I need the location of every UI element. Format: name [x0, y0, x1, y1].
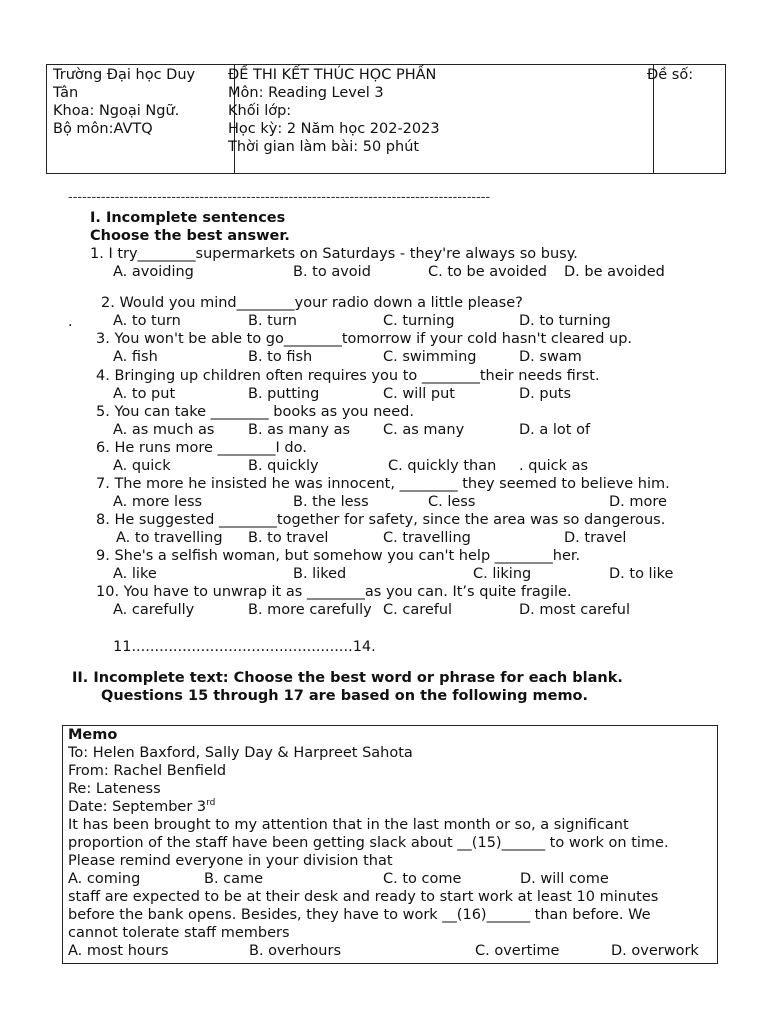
memo-paragraph-line: before the bank opens. Besides, they have to work __(16)______ than before. We	[68, 907, 651, 923]
question-7-option-c[interactable]: C. less	[428, 494, 476, 510]
section2-title: II. Incomplete text: Choose the best word or phrase for each blank.	[72, 670, 623, 686]
question-3-stem: 3. You won't be able to go________tomorrow if your cold hasn't cleared up.	[96, 331, 633, 347]
question-5-stem: 5. You can take ________ books as you need.	[96, 404, 414, 420]
school-info-cell	[47, 65, 235, 173]
question-5-option-a[interactable]: A. as much as	[113, 422, 215, 438]
question-4-option-c[interactable]: C. will put	[383, 386, 455, 402]
q16-option-d[interactable]: D. overwork	[611, 943, 699, 959]
question-4-option-a[interactable]: A. to put	[113, 386, 176, 402]
q15-option-a[interactable]: A. coming	[68, 871, 141, 887]
question-1-stem: 1. I try________supermarkets on Saturdays - they're always so busy.	[90, 246, 578, 262]
question-9-option-c[interactable]: C. liking	[473, 566, 532, 582]
question-9-option-d[interactable]: D. to like	[609, 566, 674, 582]
question-10-option-c[interactable]: C. careful	[383, 602, 453, 618]
memo-paragraph-line: It has been brought to my attention that in the last month or so, a significant	[68, 817, 629, 833]
question-2-option-b[interactable]: B. turn	[248, 313, 297, 329]
question-10-option-a[interactable]: A. carefully	[113, 602, 195, 618]
question-9-stem: 9. She's a selfish woman, but somehow you can't help ________her.	[96, 548, 581, 564]
question-1-option-b[interactable]: B. to avoid	[293, 264, 371, 280]
section1-title: I. Incomplete sentences	[90, 210, 286, 226]
question-3-option-d[interactable]: D. swam	[519, 349, 582, 365]
question-5-option-d[interactable]: D. a lot of	[519, 422, 591, 438]
question-6-option-b[interactable]: B. quickly	[248, 458, 319, 474]
question-6-option-c[interactable]: C. quickly than	[388, 458, 497, 474]
question-5-option-b[interactable]: B. as many as	[248, 422, 351, 438]
question-4-stem: 4. Bringing up children often requires you to ________their needs first.	[96, 368, 600, 384]
memo-paragraph-line: cannot tolerate staff members	[68, 925, 290, 941]
exam-header-table	[46, 64, 726, 174]
question-8-option-b[interactable]: B. to travel	[248, 530, 329, 546]
q15-option-b[interactable]: B. came	[204, 871, 264, 887]
question-10-stem: 10. You have to unwrap it as ________as you can. It’s quite fragile.	[96, 584, 572, 600]
question-6-option-d[interactable]: . quick as	[519, 458, 589, 474]
q16-option-c[interactable]: C. overtime	[475, 943, 560, 959]
exam-code: Đề số:	[647, 67, 694, 83]
question-7-option-b[interactable]: B. the less	[293, 494, 369, 510]
q16-option-a[interactable]: A. most hours	[68, 943, 169, 959]
question-2-option-a[interactable]: A. to turn	[113, 313, 181, 329]
memo-re: Re: Lateness	[68, 781, 161, 797]
question-9-option-a[interactable]: A. like	[113, 566, 157, 582]
memo-date-suffix: rd	[206, 798, 216, 809]
question-5-option-c[interactable]: C. as many	[383, 422, 465, 438]
question-8-option-a[interactable]: A. to travelling	[116, 530, 223, 546]
question-3-option-a[interactable]: A. fish	[113, 349, 158, 365]
school-name-line1: Trường Đại học Duy	[53, 67, 196, 83]
question-4-option-b[interactable]: B. putting	[248, 386, 320, 402]
question-7-option-d[interactable]: D. more	[609, 494, 667, 510]
memo-date	[68, 798, 215, 816]
grade: Khối lớp:	[228, 103, 292, 119]
memo-paragraph-line: staff are expected to be at their desk and ready to start work at least 10 minutes	[68, 889, 659, 905]
memo-heading: Memo	[68, 727, 118, 743]
memo-from: From: Rachel Benfield	[68, 763, 227, 779]
section2-subtitle: Questions 15 through 17 are based on the following memo.	[101, 688, 589, 704]
question-8-option-d[interactable]: D. travel	[564, 530, 627, 546]
question-7-option-a[interactable]: A. more less	[113, 494, 203, 510]
school-name-line2: Tân	[53, 85, 79, 101]
department: Bộ môn:AVTQ	[53, 121, 153, 137]
question-1-option-a[interactable]: A. avoiding	[113, 264, 194, 280]
memo-date-text: Date: September 3	[68, 799, 207, 815]
question-8-stem: 8. He suggested ________together for safety, since the area was so dangerous.	[96, 512, 666, 528]
question-8-option-c[interactable]: C. travelling	[383, 530, 471, 546]
faculty: Khoa: Ngoại Ngữ.	[53, 103, 180, 119]
q16-option-b[interactable]: B. overhours	[249, 943, 342, 959]
memo-paragraph-line: Please remind everyone in your division that	[68, 853, 393, 869]
ellipsis-line: 11................................................14.	[113, 639, 376, 655]
exam-title: ĐỀ THI KẾT THÚC HỌC PHẦN	[228, 67, 437, 83]
question-9-option-b[interactable]: B. liked	[293, 566, 347, 582]
term: Học kỳ: 2 Năm học 202-2023	[228, 121, 440, 137]
memo-to: To: Helen Baxford, Sally Day & Harpreet Sahota	[68, 745, 413, 761]
exam-info-cell	[222, 65, 654, 173]
question-7-stem: 7. The more he insisted he was innocent, ________ they seemed to believe him.	[96, 476, 670, 492]
q15-option-c[interactable]: C. to come	[383, 871, 462, 887]
q15-option-d[interactable]: D. will come	[520, 871, 609, 887]
question-3-option-c[interactable]: C. swimming	[383, 349, 477, 365]
divider: ------------------------------------------------------------------------------------------	[68, 190, 491, 205]
question-2-option-c[interactable]: C. turning	[383, 313, 455, 329]
question-10-option-b[interactable]: B. more carefully	[248, 602, 372, 618]
question-10-option-d[interactable]: D. most careful	[519, 602, 630, 618]
question-3-option-b[interactable]: B. to fish	[248, 349, 313, 365]
subject: Môn: Reading Level 3	[228, 85, 384, 101]
question-1-option-d[interactable]: D. be avoided	[564, 264, 665, 280]
exam-code-cell	[641, 65, 725, 173]
memo-box	[62, 725, 718, 964]
stray-dot: .	[68, 314, 73, 330]
duration: Thời gian làm bài: 50 phút	[228, 139, 420, 155]
question-6-stem: 6. He runs more ________I do.	[96, 440, 307, 456]
question-4-option-d[interactable]: D. puts	[519, 386, 572, 402]
question-2-stem: 2. Would you mind________your radio down a little please?	[101, 295, 523, 311]
question-2-option-d[interactable]: D. to turning	[519, 313, 611, 329]
question-6-option-a[interactable]: A. quick	[113, 458, 171, 474]
section1-instruction: Choose the best answer.	[90, 228, 290, 244]
memo-paragraph-line: proportion of the staff have been getting slack about __(15)______ to work on time.	[68, 835, 669, 851]
question-1-option-c[interactable]: C. to be avoided	[428, 264, 547, 280]
